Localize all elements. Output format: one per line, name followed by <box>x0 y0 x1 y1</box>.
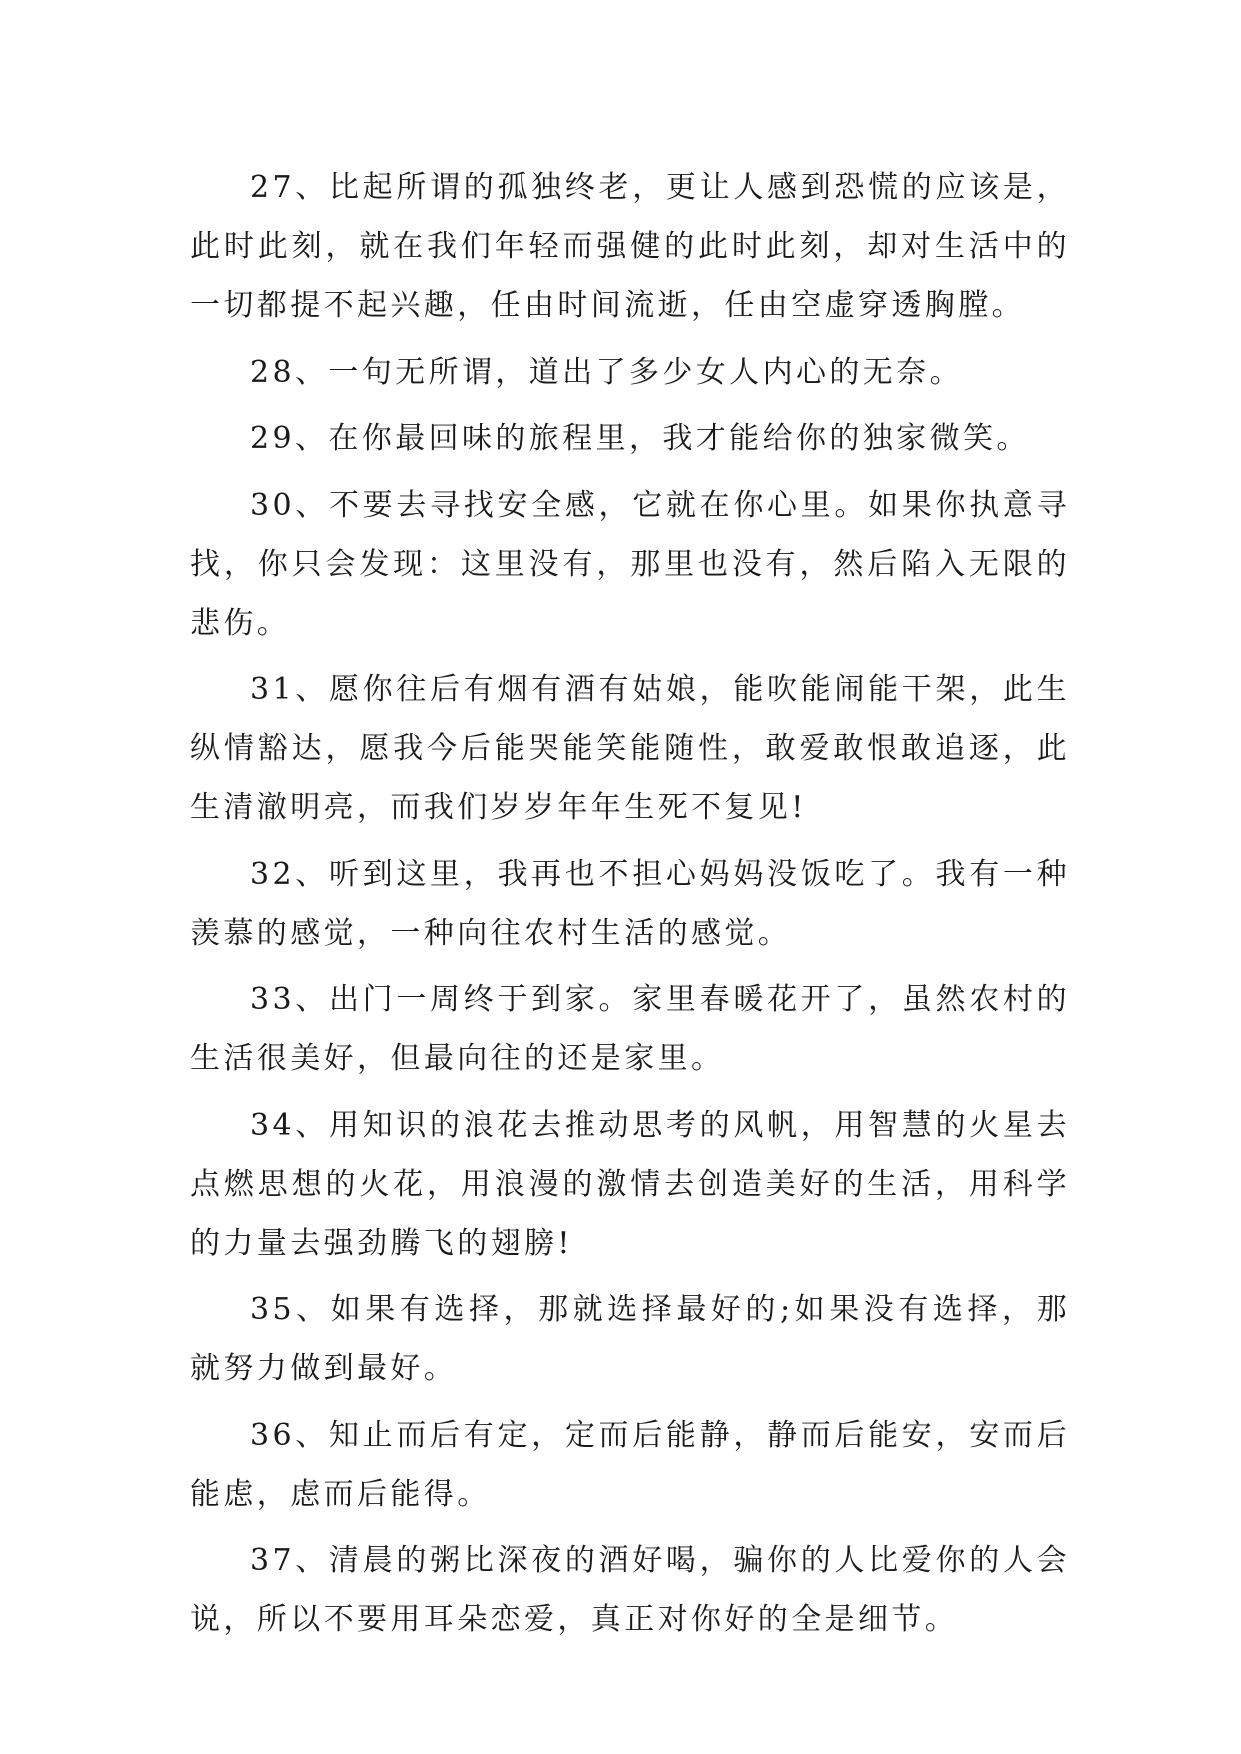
paragraph-28: 28、一句无所谓，道出了多少女人内心的无奈。 <box>250 354 963 390</box>
paragraph-33: 33、出门一周终于到家。家里春暖花开了，虽然农村的生活很美好，但最向往的还是家里。 <box>190 982 1070 1076</box>
paragraph-34: 34、用知识的浪花去推动思考的风帆，用智慧的火星去点燃思想的火花，用浪漫的激情去创造美好的生活，用科学的力量去强劲腾飞的翅膀! <box>190 1107 1070 1261</box>
paragraph-30: 30、不要去寻找安全感，它就在你心里。如果你执意寻找，你只会发现：这里没有，那里也没有，然后陷入无限的悲伤。 <box>190 487 1070 641</box>
paragraph-31: 31、愿你往后有烟有酒有姑娘，能吹能闹能干架，此生纵情豁达，愿我今后能哭能笑能随性，敢爱敢恨敢追逐，此生清澈明亮，而我们岁岁年年生死不复见! <box>190 672 1070 825</box>
paragraph-36: 36、知止而后有定，定而后能静，静而后能安，安而后能虑，虑而后能得。 <box>190 1417 1070 1512</box>
paragraph-27: 27、比起所谓的孤独终老，更让人感到恐慌的应该是，此时此刻，就在我们年轻而强健的此时此刻，却对生活中的一切都提不起兴趣，任由时间流逝，任由空虚穿透胸膛。 <box>190 170 1070 323</box>
paragraph-32: 32、听到这里，我再也不担心妈妈没饭吃了。我有一种羡慕的感觉，一种向往农村生活的感觉。 <box>190 856 1070 951</box>
paragraph-35: 35、如果有选择，那就选择最好的;如果没有选择，那就努力做到最好。 <box>190 1292 1070 1386</box>
paragraph-37: 37、清晨的粥比深夜的酒好喝，骗你的人比爱你的人会说，所以不要用耳朵恋爱，真正对你好的全是细节。 <box>190 1543 1070 1637</box>
paragraph-29: 29、在你最回味的旅程里，我才能给你的独家微笑。 <box>250 421 1030 456</box>
document-body <box>190 158 1070 1657</box>
